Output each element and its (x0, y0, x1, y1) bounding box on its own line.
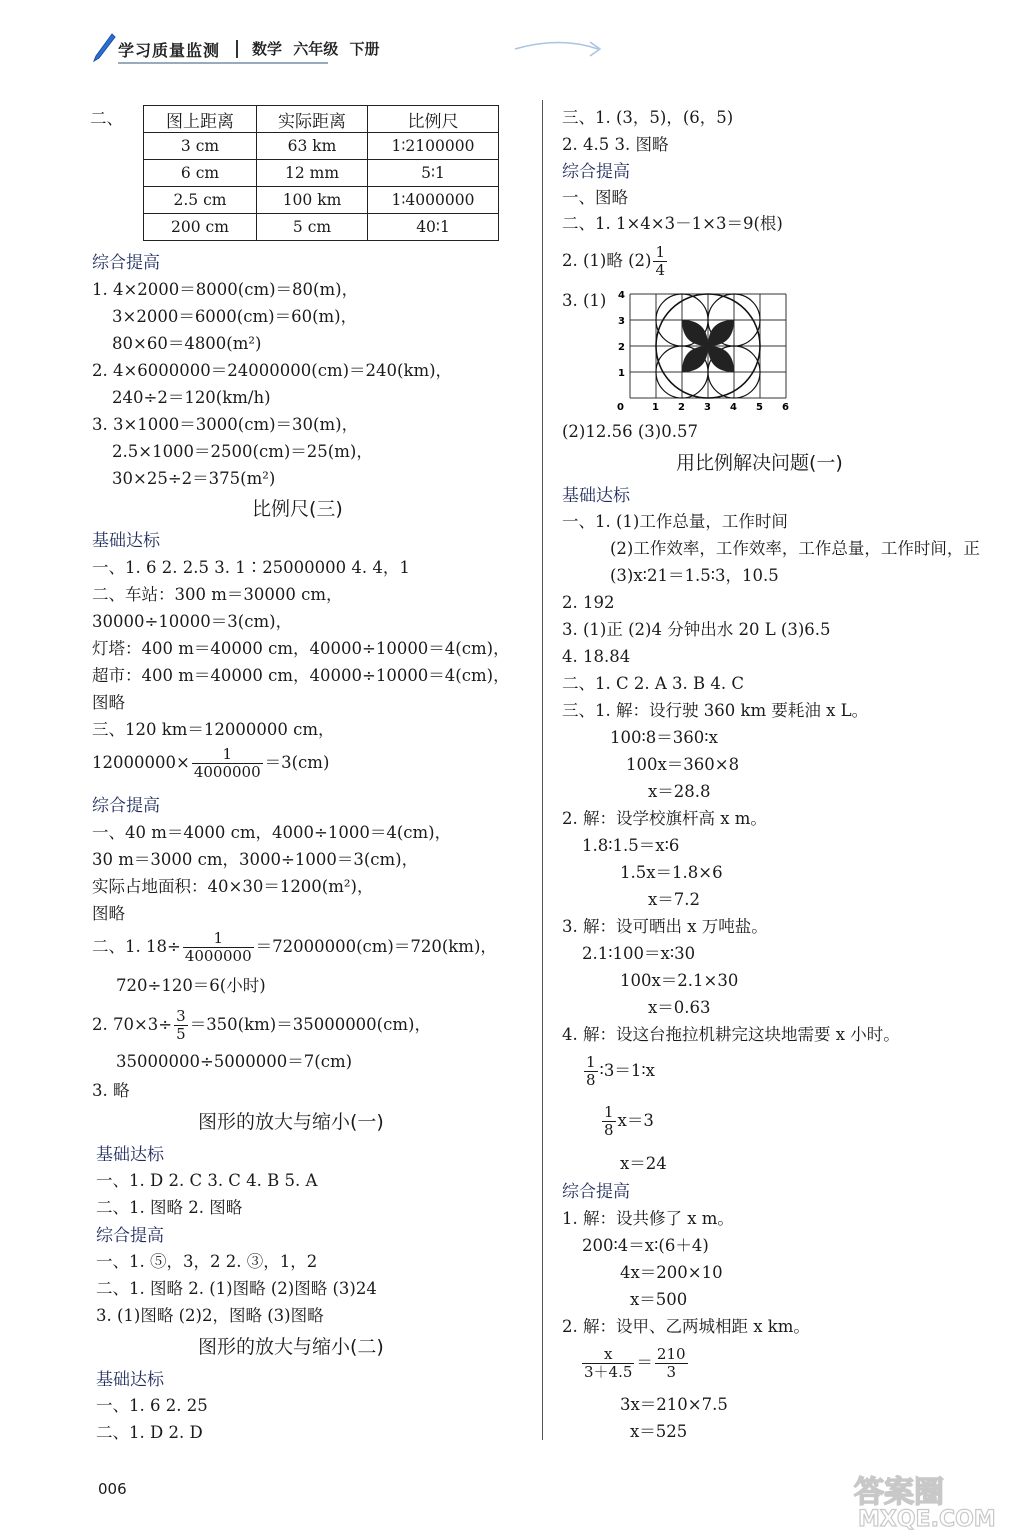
header-title: 学习质量监测 (118, 41, 221, 60)
answer-line: 三、1. (3，5)，(6，5) (562, 108, 734, 127)
text-part: ＝72000000(cm)＝720(km)， (255, 937, 497, 956)
denominator: 5 (176, 1025, 186, 1043)
answer-line-fraction (580, 1346, 690, 1381)
answer-line: 图略 (92, 904, 125, 923)
table-header-row (144, 106, 499, 133)
tick-label: 4 (618, 290, 625, 301)
table-cell: 3 cm (144, 133, 257, 160)
table-row (144, 133, 499, 160)
section-heading: 基础达标 (96, 1145, 164, 1165)
table-cell: 5 cm (257, 214, 368, 241)
y-tick-labels (618, 290, 625, 379)
section-heading: 综合提高 (92, 796, 160, 816)
table-cell: 5∶1 (368, 160, 499, 187)
answer-line: (2)12.56 (3)0.57 (562, 422, 698, 441)
section-title: 用比例解决问题(一) (676, 452, 843, 474)
text-part: x＝3 (617, 1111, 654, 1130)
table-cell: 2.5 cm (144, 187, 257, 214)
table-cell: 6 cm (144, 160, 257, 187)
denominator: 8 (604, 1121, 614, 1139)
answer-line: 2. 4×6000000＝24000000(cm)＝240(km)， (92, 361, 453, 380)
answer-line: 一、1. 6 2. 25 (96, 1396, 208, 1415)
answer-line: 3x＝210×7.5 (620, 1395, 728, 1414)
tick-label: 6 (782, 402, 789, 413)
answer-line: 720÷120＝6(小时) (116, 976, 266, 995)
text-part: ＝3(cm) (264, 753, 330, 772)
answer-line: 一、1. 6 2. 2.5 3. 1∶25000000 4. 4，1 (92, 558, 410, 577)
answer-line: x＝7.2 (648, 890, 701, 909)
header-underline (118, 62, 328, 64)
denominator: 3 (666, 1363, 676, 1381)
answer-line: 3. (1)图略 (2)2，图略 (3)图略 (96, 1306, 324, 1325)
answer-line-fraction (92, 930, 497, 965)
answer-line: 二、车站：300 m＝30000 cm， (92, 585, 343, 604)
answer-line: 3. 3×1000＝3000(cm)＝30(m)， (92, 415, 359, 434)
answer-line: 1. 4×2000＝8000(cm)＝80(m)， (92, 280, 359, 299)
answer-line: (3)x∶21＝1.5∶3，10.5 (610, 566, 779, 585)
scale-table (143, 105, 499, 241)
text-part: ∶3＝1∶x (599, 1061, 655, 1080)
table-row (144, 187, 499, 214)
answer-line: x＝24 (620, 1154, 667, 1173)
denominator: 3＋4.5 (584, 1363, 633, 1381)
answer-line: 图略 (92, 693, 125, 712)
answer-line: 二、1. 1×4×3－1×3＝9(根) (562, 214, 783, 233)
answer-line: 3. (1)正 (2)4 分钟出水 20 L (3)6.5 (562, 620, 831, 639)
text-part: 2. (1)略 (2) (562, 251, 652, 270)
coordinate-grid (612, 288, 797, 414)
table-row (144, 160, 499, 187)
fraction (602, 1104, 616, 1139)
header-subtitle: 数学 六年级 下册 (252, 40, 380, 58)
answer-line-fraction (92, 1008, 431, 1043)
answer-line: 2. 解：设学校旗杆高 x m。 (562, 809, 767, 828)
section-heading: 综合提高 (96, 1226, 164, 1246)
table-cell: 1∶4000000 (368, 187, 499, 214)
answer-line: x＝28.8 (648, 782, 711, 801)
answer-line: 实际占地面积：40×30＝1200(m²)， (92, 877, 374, 896)
answer-line-fraction (92, 746, 329, 781)
text-part: 12000000× (92, 753, 190, 772)
section-label: 二、 (90, 109, 123, 128)
table-header: 比例尺 (368, 106, 499, 133)
fraction (192, 746, 263, 781)
tick-label: 3 (618, 316, 625, 327)
answer-line: x＝500 (630, 1290, 688, 1309)
tick-label: 1 (652, 402, 659, 413)
answer-line: 3×2000＝6000(cm)＝60(m)， (112, 307, 358, 326)
pen-icon (90, 32, 116, 62)
answer-line: x＝525 (630, 1422, 688, 1441)
tick-label: 2 (618, 342, 625, 353)
answer-line: 二、1. 图略 2. 图略 (96, 1198, 243, 1217)
table-row (144, 214, 499, 241)
section-heading: 综合提高 (92, 253, 160, 273)
numerator: 210 (656, 1345, 686, 1363)
fraction (655, 1346, 688, 1381)
section-heading: 基础达标 (92, 531, 160, 551)
fraction (584, 1054, 598, 1089)
text-part: ＝350(km)＝35000000(cm)， (189, 1015, 431, 1034)
x-tick-labels (617, 402, 789, 413)
answer-line: 2. 192 (562, 593, 615, 612)
table-cell: 12 mm (257, 160, 368, 187)
text-part: 2. 70×3÷ (92, 1015, 173, 1034)
answer-line: 超市：400 m＝40000 cm，40000÷10000＝4(cm)， (92, 666, 510, 685)
section-heading: 综合提高 (562, 162, 630, 182)
answer-line-fraction (582, 1054, 655, 1089)
table-cell: 200 cm (144, 214, 257, 241)
answer-line-fraction (562, 244, 669, 279)
answer-line: 200∶4＝x∶(6＋4) (582, 1236, 709, 1255)
table-header: 图上距离 (144, 106, 257, 133)
answer-line: 3. (1) (562, 291, 607, 310)
answer-line: x＝0.63 (648, 998, 711, 1017)
answer-line: 35000000÷5000000＝7(cm) (116, 1052, 353, 1071)
answer-line: 240÷2＝120(km/h) (112, 388, 271, 407)
table-header: 实际距离 (257, 106, 368, 133)
page-header (90, 30, 530, 70)
answer-line: 1. 解：设共修了 x m。 (562, 1209, 734, 1228)
denominator: 4 (655, 261, 666, 279)
section-heading: 基础达标 (562, 486, 630, 506)
denominator: 8 (586, 1071, 596, 1089)
tick-label: 4 (730, 402, 737, 413)
numerator: 1 (586, 1053, 596, 1071)
answer-line: 一、1. (1)工作总量，工作时间 (562, 512, 788, 531)
table-cell: 1∶2100000 (368, 133, 499, 160)
answer-line: 30 m＝3000 cm，3000÷1000＝3(cm)， (92, 850, 419, 869)
section-title: 图形的放大与缩小(一) (198, 1111, 384, 1133)
svg-text:答案圈: 答案圈 (854, 1475, 944, 1510)
answer-line: 一、图略 (562, 188, 628, 207)
numerator: 1 (183, 930, 254, 948)
answer-line: 3. 解：设可晒出 x 万吨盐。 (562, 917, 768, 936)
text-part: ＝ (636, 1353, 653, 1372)
answer-line: 30000÷10000＝3(cm)， (92, 612, 293, 631)
denominator: 4000000 (193, 763, 261, 781)
table-cell: 63 km (257, 133, 368, 160)
section-heading: 基础达标 (96, 1370, 164, 1390)
answer-line: 2.5×1000＝2500(cm)＝25(m)， (112, 442, 373, 461)
answer-line: 100∶8＝360∶x (610, 728, 718, 747)
tick-label: 1 (618, 368, 625, 379)
answer-line: 2. 4.5 3. 图略 (562, 135, 669, 154)
section-heading: 综合提高 (562, 1182, 630, 1202)
answer-line: 灯塔：400 m＝40000 cm，40000÷10000＝4(cm)， (92, 639, 510, 658)
answer-line: 3. 略 (92, 1081, 130, 1100)
answer-line: 二、1. C 2. A 3. B 4. C (562, 674, 744, 693)
tick-label: 2 (678, 402, 685, 413)
answer-line: 4. 18.84 (562, 647, 631, 666)
answer-line: 2. 解：设甲、乙两城相距 x km。 (562, 1317, 810, 1336)
answer-line: 4. 解：设这台拖拉机耕完这块地需要 x 小时。 (562, 1025, 900, 1044)
answer-line: 一、1. D 2. C 3. C 4. B 5. A (96, 1171, 318, 1190)
answer-line: 100x＝2.1×30 (620, 971, 739, 990)
fraction (183, 930, 254, 965)
numerator: 3 (176, 1007, 186, 1025)
numerator: x (582, 1346, 634, 1364)
fraction (653, 244, 667, 279)
answer-line: (2)工作效率，工作效率，工作总量，工作时间，正 (610, 539, 980, 558)
denominator: 4000000 (184, 947, 252, 965)
text-part: 二、1. 18÷ (92, 937, 181, 956)
answer-line: 一、40 m＝4000 cm，4000÷1000＝4(cm)， (92, 823, 452, 842)
answer-line: 4x＝200×10 (620, 1263, 723, 1282)
column-divider (542, 100, 543, 1440)
numerator: 1 (192, 746, 263, 764)
watermark-logo (850, 1470, 1020, 1530)
table-cell: 40∶1 (368, 214, 499, 241)
tick-label: 3 (704, 402, 711, 413)
page-number: 006 (98, 1480, 127, 1498)
answer-line: 100x＝360×8 (626, 755, 740, 774)
answer-line: 二、1. D 2. D (96, 1423, 203, 1442)
table-cell: 100 km (257, 187, 368, 214)
tick-label: 5 (756, 402, 763, 413)
answer-line: 2.1∶100＝x∶30 (582, 944, 696, 963)
answer-line-fraction (600, 1104, 654, 1139)
tick-label: 0 (617, 402, 624, 413)
answer-line: 30×25÷2＝375(m²) (112, 469, 276, 488)
fraction (174, 1008, 188, 1043)
decorative-arrow-icon (510, 34, 610, 64)
answer-line: 一、1. ⑤，3，2 2. ③，1，2 (96, 1252, 318, 1271)
section-title: 图形的放大与缩小(二) (198, 1336, 384, 1358)
fraction (582, 1346, 634, 1381)
svg-text:MXQE.COM: MXQE.COM (858, 1507, 996, 1530)
answer-line: 80×60＝4800(m²) (112, 334, 262, 353)
header-separator (236, 40, 238, 58)
answer-line: 1.5x＝1.8×6 (620, 863, 723, 882)
answer-line: 三、120 km＝12000000 cm， (92, 720, 335, 739)
section-title: 比例尺(三) (252, 498, 343, 520)
numerator: 1 (604, 1103, 614, 1121)
answer-line: 三、1. 解：设行驶 360 km 要耗油 x L。 (562, 701, 869, 720)
answer-line: 二、1. 图略 2. (1)图略 (2)图略 (3)24 (96, 1279, 377, 1298)
numerator: 1 (655, 243, 666, 261)
answer-line: 1.8∶1.5＝x∶6 (582, 836, 680, 855)
